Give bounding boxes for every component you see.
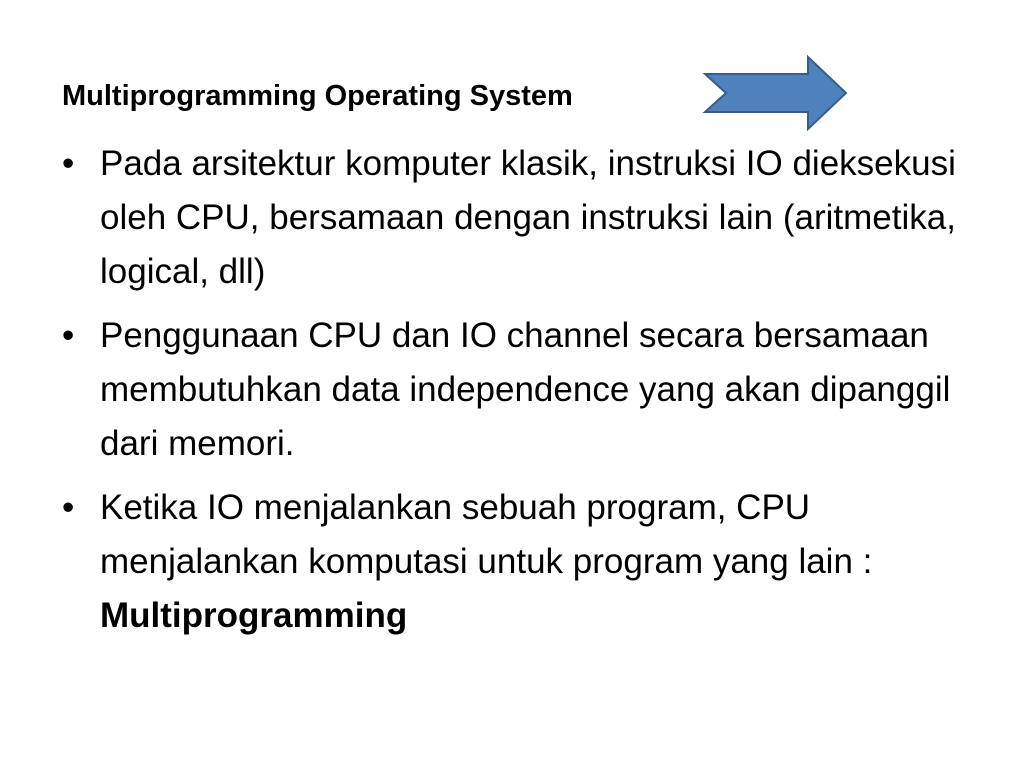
bullet-dot: •: [62, 488, 75, 527]
right-arrow-icon: [700, 55, 850, 131]
bullet-dot: •: [62, 144, 75, 183]
bullet-emphasis: Multiprogramming: [100, 596, 408, 635]
bullet-list: [62, 137, 992, 653]
bullet-item: [62, 481, 992, 643]
bullet-text: Penggunaan CPU dan IO channel secara bersamaan membutuhkan data independence yang akan dipanggil dari memori.: [100, 316, 951, 463]
arrow-shape: [705, 57, 846, 129]
bullet-text: Pada arsitektur komputer klasik, instruksi IO dieksekusi oleh CPU, bersamaan dengan instruksi lain (aritmetika, logical, dll): [100, 144, 956, 291]
slide-title: Multiprogramming Operating System: [62, 80, 573, 112]
bullet-text: Ketika IO menjalankan sebuah program, CPU menjalankan komputasi untuk program yang lain :: [100, 488, 873, 581]
bullet-item: [62, 309, 992, 471]
bullet-item: [62, 137, 992, 299]
bullet-dot: •: [62, 316, 75, 355]
